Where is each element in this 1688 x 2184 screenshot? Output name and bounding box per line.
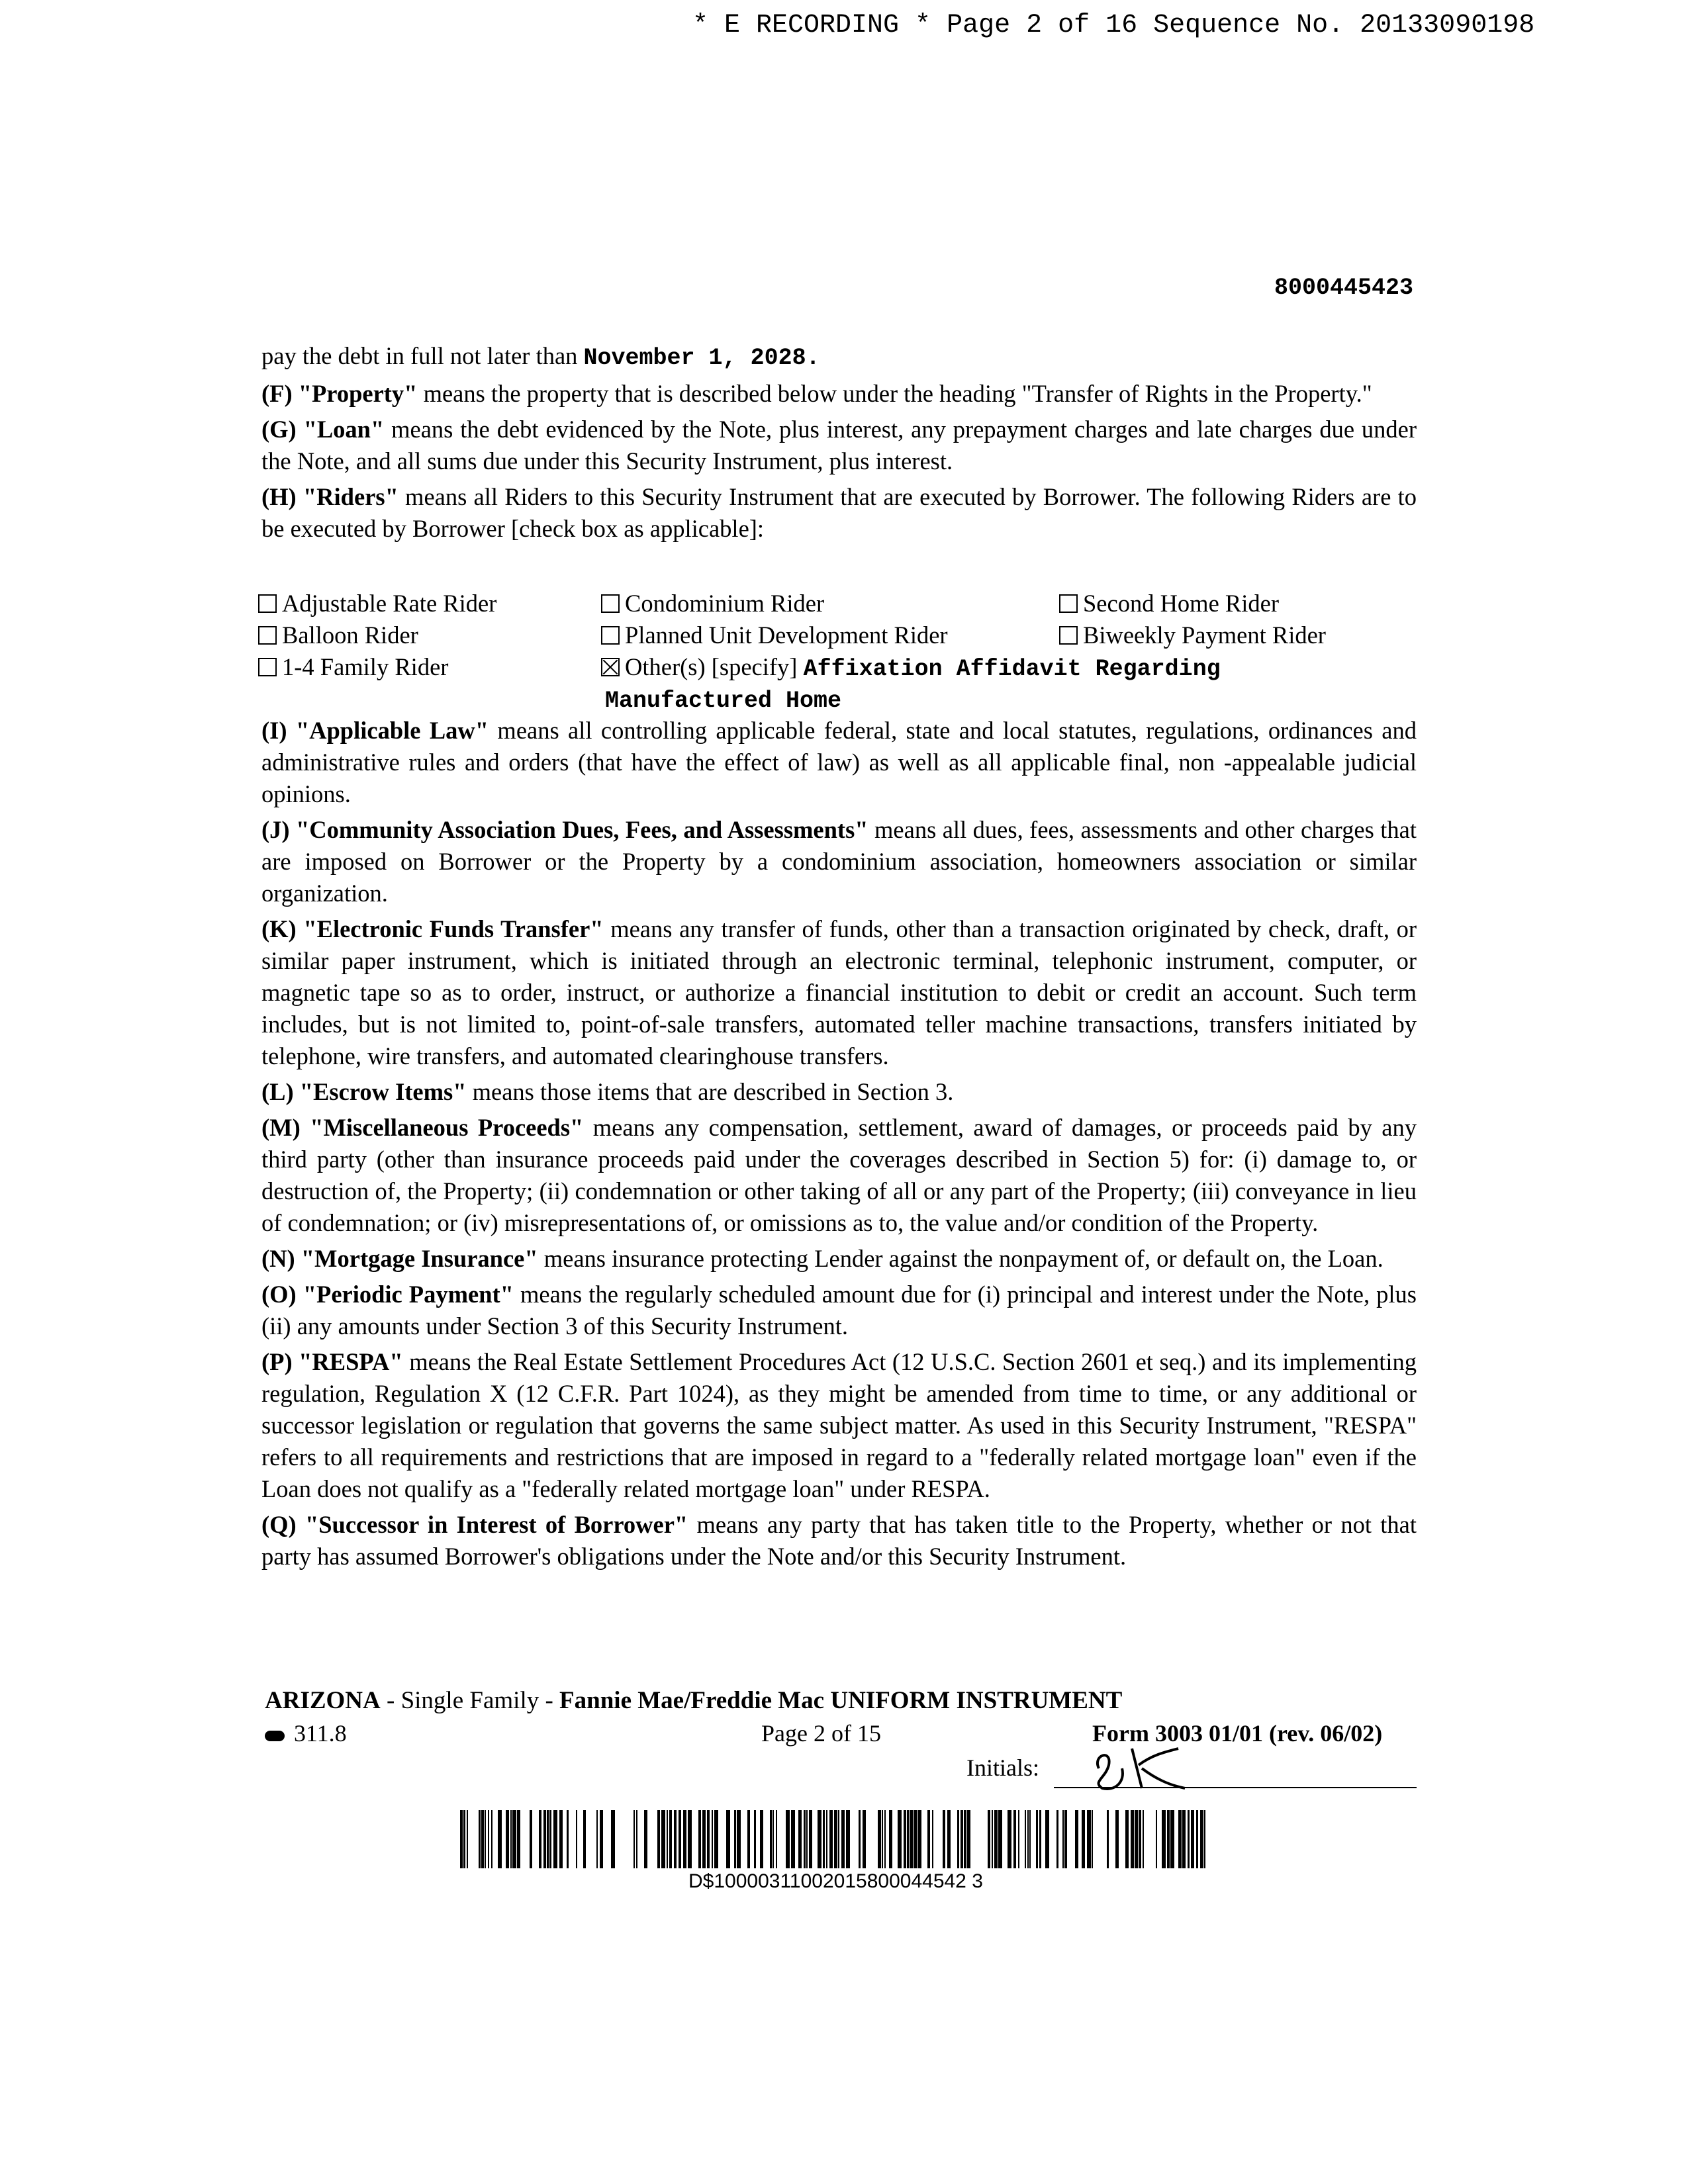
barcode-bar: [878, 1810, 881, 1868]
rider-other-continued: Manufactured Home: [605, 688, 842, 714]
barcode-bar: [1178, 1810, 1182, 1868]
barcode-bar: [927, 1810, 930, 1868]
rider-planned-unit: Planned Unit Development Rider: [601, 619, 948, 651]
checkbox-icon: [258, 626, 277, 645]
barcode-bar: [1092, 1810, 1093, 1868]
barcode-bar: [918, 1810, 921, 1868]
barcode-bar: [988, 1810, 990, 1868]
barcode-bar: [884, 1810, 886, 1868]
checkbox-icon: [258, 594, 277, 613]
barcode-text: D$10000311002015800044542 3: [688, 1870, 983, 1892]
barcode-bar: [1018, 1810, 1019, 1868]
footer-title: ARIZONA - Single Family - Fannie Mae/Freddie Mac UNIFORM INSTRUMENT: [265, 1687, 1123, 1714]
barcode-bar: [846, 1810, 850, 1868]
barcode-bar: [498, 1810, 502, 1868]
riders-row-1: [258, 588, 1423, 619]
barcode-bar: [882, 1810, 883, 1868]
checkbox-icon: [601, 626, 620, 645]
barcode-bar: [898, 1810, 902, 1868]
barcode-bar: [737, 1810, 741, 1868]
barcode-bar: [1025, 1810, 1026, 1868]
barcode-bar: [754, 1810, 756, 1868]
checkbox-icon: [601, 594, 620, 613]
barcode-bar: [510, 1810, 512, 1868]
barcode-bar: [1064, 1810, 1067, 1868]
barcode-bar: [863, 1810, 866, 1868]
riders-row-4: [258, 683, 1423, 715]
barcode-bar: [841, 1810, 845, 1868]
barcode-bar: [530, 1810, 532, 1868]
barcode-bar: [460, 1810, 463, 1868]
barcode-bar: [491, 1810, 492, 1868]
footer-page-number: Page 2 of 15: [761, 1720, 881, 1747]
barcode-bar: [674, 1810, 677, 1868]
barcode-bar: [549, 1810, 551, 1868]
definition-respa: (P) "RESPA" means the Real Estate Settlement Procedures Act (12 U.S.C. Section 2601 et seq.) and its implementing regulation, Regulation X (12 C.F.R. Part 1024), as they might be amended from time to time, or any additional or successor legislation or regulation that governs the same subject matter. As used in this Security Instrument, "RESPA" refers to all requirements and restrictions that are imposed in regard to a "federally related mortgage loan" even if the Loan does not qualify as a "federally related mortgage loan" under RESPA.: [261, 1348, 1417, 1502]
barcode-bar: [829, 1810, 833, 1868]
definition-property: (F) "Property" means the property that is described below under the heading "Transfer of Rights in the Property.": [261, 380, 1372, 407]
checkbox-icon: [1059, 594, 1078, 613]
barcode-bar: [1008, 1810, 1011, 1868]
definition-electronic-funds: (K) "Electronic Funds Transfer" means any transfer of funds, other than a transaction originated by check, draft, or similar paper instrument, which is initiated through an electronic terminal, telephonic instrument, computer, or magnetic tape so as to order, instruct, or authorize a financial institution to debit or credit an account. Such term includes, but is not limited to, point-of-sale transfers, automated teller machine transactions, transfers initiated by telephone, wire transfers, and automated clearinghouse transfers.: [261, 915, 1417, 1069]
definition-applicable-law: (I) "Applicable Law" means all controlling applicable federal, state and local statutes, regulations, ordinances and administrative rules and orders (that have the effect of law) as well as all applicable final, non -appealable judicial opinions.: [261, 717, 1417, 807]
checked-box-icon: [601, 658, 620, 676]
barcode-bar: [1191, 1810, 1194, 1868]
barcode-bar: [818, 1810, 821, 1868]
barcode-bar: [583, 1810, 586, 1868]
barcode-bar: [1039, 1810, 1041, 1868]
barcode-bar: [798, 1810, 802, 1868]
barcode-bar: [770, 1810, 772, 1868]
barcode-bar: [600, 1810, 603, 1868]
barcode-bar: [596, 1810, 598, 1868]
initials-signature: [1086, 1729, 1192, 1795]
barcode-bar: [702, 1810, 706, 1868]
barcode-bar: [567, 1810, 569, 1868]
rider-condominium: Condominium Rider: [601, 588, 824, 619]
barcode-bar: [547, 1810, 549, 1868]
rider-adjustable-rate: Adjustable Rate Rider: [258, 588, 496, 619]
barcode-bar: [1056, 1810, 1058, 1868]
document-body-definitions: [261, 715, 1417, 1576]
barcode-bar: [467, 1810, 468, 1868]
barcode-bar: [998, 1810, 1002, 1868]
rider-second-home: Second Home Rider: [1059, 588, 1279, 619]
barcode-bar: [679, 1810, 681, 1868]
vmp-logo-icon: [265, 1731, 285, 1741]
definition-escrow-items: (L) "Escrow Items" means those items that are described in Section 3.: [261, 1078, 954, 1105]
barcode-bar: [747, 1810, 750, 1868]
barcode-bar: [667, 1810, 668, 1868]
barcode-bar: [826, 1810, 827, 1868]
barcode-bar: [786, 1810, 790, 1868]
barcode-bar: [707, 1810, 710, 1868]
barcode: [460, 1810, 1221, 1868]
barcode-bar: [1125, 1810, 1129, 1868]
barcode-bar: [760, 1810, 763, 1868]
barcode-bar: [506, 1810, 509, 1868]
riders-checklist: [258, 588, 1423, 715]
barcode-bar: [1115, 1810, 1119, 1868]
barcode-bar: [910, 1810, 913, 1868]
barcode-bar: [932, 1810, 933, 1868]
barcode-bar: [1036, 1810, 1038, 1868]
barcode-bar: [914, 1810, 917, 1868]
barcode-bar: [1131, 1810, 1134, 1868]
definition-misc-proceeds: (M) "Miscellaneous Proceeds" means any compensation, settlement, award of damages, or proceeds paid by any third party (other than insurance proceeds paid under the coverages described in Section 5) for: (i) damage to, or destruction of, the Property; (ii) condemnation or other taking of all or any part of the Property; (iii) conveyance in lieu of condemnation; or (iv) misrepresentations of, or omissions as to, the value and/or condition of the Property.: [261, 1114, 1417, 1236]
barcode-bar: [834, 1810, 837, 1868]
barcode-bar: [485, 1810, 486, 1868]
barcode-bar: [683, 1810, 686, 1868]
barcode-bar: [791, 1810, 795, 1868]
riders-row-2: [258, 619, 1423, 651]
barcode-bar: [712, 1810, 713, 1868]
barcode-bar: [734, 1810, 736, 1868]
barcode-bar: [859, 1810, 861, 1868]
barcode-bar: [957, 1810, 959, 1868]
barcode-bar: [1082, 1810, 1085, 1868]
barcode-bar: [1075, 1810, 1078, 1868]
barcode-bar: [1013, 1810, 1016, 1868]
barcode-bar: [611, 1810, 615, 1868]
barcode-bar: [576, 1810, 577, 1868]
barcode-bar: [543, 1810, 546, 1868]
barcode-bar: [726, 1810, 730, 1868]
document-body-top: [261, 340, 1417, 549]
intro-line: pay the debt in full not later than November 1, 2028.: [261, 342, 820, 371]
barcode-bar: [1200, 1810, 1203, 1868]
initials-label: Initials:: [966, 1754, 1039, 1781]
barcode-bar: [904, 1810, 906, 1868]
barcode-bar: [809, 1810, 812, 1868]
barcode-bar: [1188, 1810, 1190, 1868]
barcode-bar: [633, 1810, 635, 1868]
checkbox-icon: [1059, 626, 1078, 645]
barcode-bar: [553, 1810, 557, 1868]
definition-loan: (G) "Loan" means the debt evidenced by the Note, plus interest, any prepayment charges and late charges due under the Note, and all sums due under this Security Instrument, plus interest.: [261, 416, 1417, 475]
recording-header: * E RECORDING * Page 2 of 16 Sequence No. 20133090198: [692, 11, 1535, 40]
barcode-bar: [1029, 1810, 1031, 1868]
barcode-bar: [964, 1810, 966, 1868]
maturity-date: November 1, 2028.: [583, 345, 820, 371]
definition-mortgage-insurance: (N) "Mortgage Insurance" means insurance protecting Lender against the nonpayment of, or default on, the Loan.: [261, 1245, 1383, 1272]
barcode-bar: [1143, 1810, 1144, 1868]
barcode-bar: [1167, 1810, 1170, 1868]
barcode-bar: [517, 1810, 520, 1868]
riders-row-3: [258, 651, 1423, 683]
barcode-bar: [1182, 1810, 1186, 1868]
barcode-bar: [463, 1810, 465, 1868]
checkbox-icon: [258, 658, 277, 676]
barcode-bar: [947, 1810, 951, 1868]
barcode-bar: [961, 1810, 963, 1868]
barcode-bar: [889, 1810, 892, 1868]
barcode-bar: [1107, 1810, 1109, 1868]
barcode-bar: [488, 1810, 489, 1868]
barcode-bar: [688, 1810, 692, 1868]
barcode-bar: [994, 1810, 998, 1868]
barcode-bar: [1204, 1810, 1205, 1868]
barcode-bar: [714, 1810, 718, 1868]
barcode-bar: [1139, 1810, 1141, 1868]
barcode-bar: [1170, 1810, 1174, 1868]
barcode-bar: [907, 1810, 909, 1868]
barcode-bar: [838, 1810, 839, 1868]
barcode-bar: [1045, 1810, 1049, 1868]
barcode-bar: [992, 1810, 993, 1868]
barcode-bar: [1062, 1810, 1064, 1868]
rider-other: Other(s) [specify] Affixation Affidavit Regarding: [601, 651, 1221, 685]
barcode-bar: [1027, 1810, 1029, 1868]
barcode-bar: [806, 1810, 808, 1868]
barcode-bar: [804, 1810, 806, 1868]
barcode-bar: [1135, 1810, 1138, 1868]
barcode-bar: [1156, 1810, 1157, 1868]
barcode-bar: [967, 1810, 970, 1868]
barcode-bar: [512, 1810, 516, 1868]
barcode-bar: [559, 1810, 563, 1868]
barcode-bar: [669, 1810, 672, 1868]
definition-successor: (Q) "Successor in Interest of Borrower" means any party that has taken title to the Property, whether or not that party has assumed Borrower's obligations under the Note and/or this Security Instrument.: [261, 1511, 1417, 1570]
rider-biweekly: Biweekly Payment Rider: [1059, 619, 1326, 651]
barcode-bar: [479, 1810, 481, 1868]
barcode-bar: [661, 1810, 665, 1868]
barcode-bar: [823, 1810, 825, 1868]
barcode-bar: [1162, 1810, 1166, 1868]
barcode-bar: [943, 1810, 945, 1868]
rider-family: 1-4 Family Rider: [258, 651, 448, 683]
barcode-bar: [539, 1810, 541, 1868]
barcode-bar: [1087, 1810, 1091, 1868]
footer-form-number: Form 3003 01/01 (rev. 06/02): [1092, 1720, 1383, 1747]
definition-periodic-payment: (O) "Periodic Payment" means the regularly scheduled amount due for (i) principal and interest under the Note, plus (ii) any amounts under Section 3 of this Security Instrument.: [261, 1281, 1417, 1340]
barcode-bar: [644, 1810, 647, 1868]
loan-number: 8000445423: [1274, 275, 1413, 301]
definition-riders: (H) "Riders" means all Riders to this Security Instrument that are executed by Borrower. The following Riders are to be executed by Borrower [check box as applicable]:: [261, 483, 1417, 542]
definition-community-dues: (J) "Community Association Dues, Fees, and Assessments" means all dues, fees, assessments and other charges that are imposed on Borrower or the Property by a condominium association, homeowners association or similar organization.: [261, 816, 1417, 907]
barcode-bar: [776, 1810, 777, 1868]
barcode-bar: [481, 1810, 484, 1868]
rider-balloon: Balloon Rider: [258, 619, 418, 651]
footer-code: 311.8: [265, 1719, 347, 1747]
barcode-bar: [698, 1810, 701, 1868]
barcode-bar: [1196, 1810, 1198, 1868]
barcode-bar: [636, 1810, 637, 1868]
barcode-bar: [657, 1810, 660, 1868]
barcode-bar: [773, 1810, 774, 1868]
